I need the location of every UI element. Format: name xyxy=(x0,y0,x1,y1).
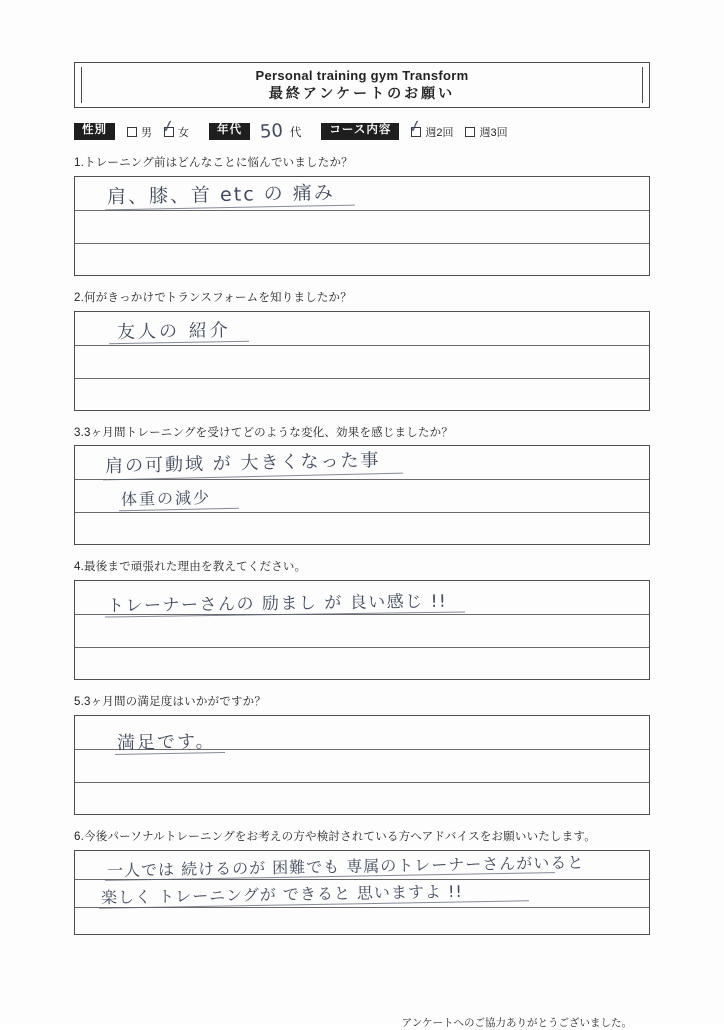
gender-option-male-label: 男 xyxy=(141,126,152,139)
age-value-handwritten: 50 xyxy=(259,120,284,143)
question-3-answer-box[interactable] xyxy=(74,445,650,545)
question-3 xyxy=(74,427,650,546)
gym-title: Personal training gym Transform xyxy=(255,67,469,83)
question-1 xyxy=(74,157,650,276)
gender-tag: 性別 xyxy=(74,123,115,140)
question-4-label: 4.最後まで頑張れた理由を教えてください。 xyxy=(74,561,307,574)
course-option-2x-label: 週2回 xyxy=(425,126,454,139)
document-title: 最終アンケートのお願い xyxy=(268,84,456,101)
question-5-label: 5.3ヶ月間の満足度はいかがですか？ xyxy=(74,696,267,709)
question-4 xyxy=(74,561,650,680)
respondent-attributes xyxy=(74,115,650,143)
checkbox-icon[interactable] xyxy=(465,127,475,137)
gender-option-female-label: 女 xyxy=(178,126,189,139)
question-3-answer-line-1: 肩の可動域 が 大きくなった事 xyxy=(104,450,381,478)
question-5-answer-box[interactable] xyxy=(74,715,650,815)
course-tag: コース内容 xyxy=(321,123,399,140)
handwritten-check-icon: ✓ xyxy=(406,115,425,138)
course-option-2x[interactable] xyxy=(406,115,454,140)
question-6-label: 6.今後パーソナルトレーニングをお考えの方や検討されている方へアドバイスをお願いいたします。 xyxy=(74,830,596,843)
gender-option-female[interactable] xyxy=(159,115,189,140)
question-5 xyxy=(74,696,650,815)
question-2-answer-box[interactable] xyxy=(74,311,650,411)
age-tag: 年代 xyxy=(209,123,250,140)
course-option-3x-label: 週3回 xyxy=(479,126,508,139)
question-3-label: 3.3ヶ月間トレーニングを受けてどのような変化、効果を感じましたか？ xyxy=(74,426,454,439)
age-unit-label: 代 xyxy=(289,126,302,139)
question-2-answer-line-1: 友人の 紹介 xyxy=(116,319,231,343)
gender-option-male[interactable] xyxy=(127,124,152,140)
question-6-answer-line-1: 一人では 続けるのが 困難でも 専属のトレーナーさんがいると xyxy=(106,852,585,880)
question-3-answer-line-2: 体重の減少 xyxy=(120,488,212,510)
question-2 xyxy=(74,292,650,411)
checkbox-icon[interactable] xyxy=(127,127,137,137)
handwritten-check-icon: ✓ xyxy=(159,115,178,138)
question-2-label: 2.何がきっかけでトランスフォームを知りましたか？ xyxy=(74,291,352,304)
question-1-answer-line-1: 肩、膝、首 etc の 痛み xyxy=(106,181,335,208)
course-option-3x[interactable] xyxy=(465,124,507,140)
document-header xyxy=(74,62,650,108)
question-1-answer-box[interactable] xyxy=(74,176,650,276)
thanks-note: アンケートへのご協力ありがとうございました。 xyxy=(401,1017,632,1029)
document-header-inner xyxy=(81,67,643,103)
question-6-answer-line-2: 楽しく トレーニングが できると 思いますよ !! xyxy=(100,881,464,907)
question-6 xyxy=(74,831,650,935)
question-1-label: 1.トレーニング前はどんなことに悩んでいましたか？ xyxy=(74,157,353,169)
question-6-answer-box[interactable] xyxy=(74,850,650,935)
question-5-answer-line-1: 満足です。 xyxy=(116,731,216,754)
question-4-answer-box[interactable] xyxy=(74,580,650,680)
checkbox-icon[interactable] xyxy=(164,127,174,137)
checkbox-icon[interactable] xyxy=(411,127,421,137)
question-4-answer-line-1: トレーナーさんの 励まし が 良い感じ !! xyxy=(106,591,448,617)
survey-sheet xyxy=(74,62,650,1029)
